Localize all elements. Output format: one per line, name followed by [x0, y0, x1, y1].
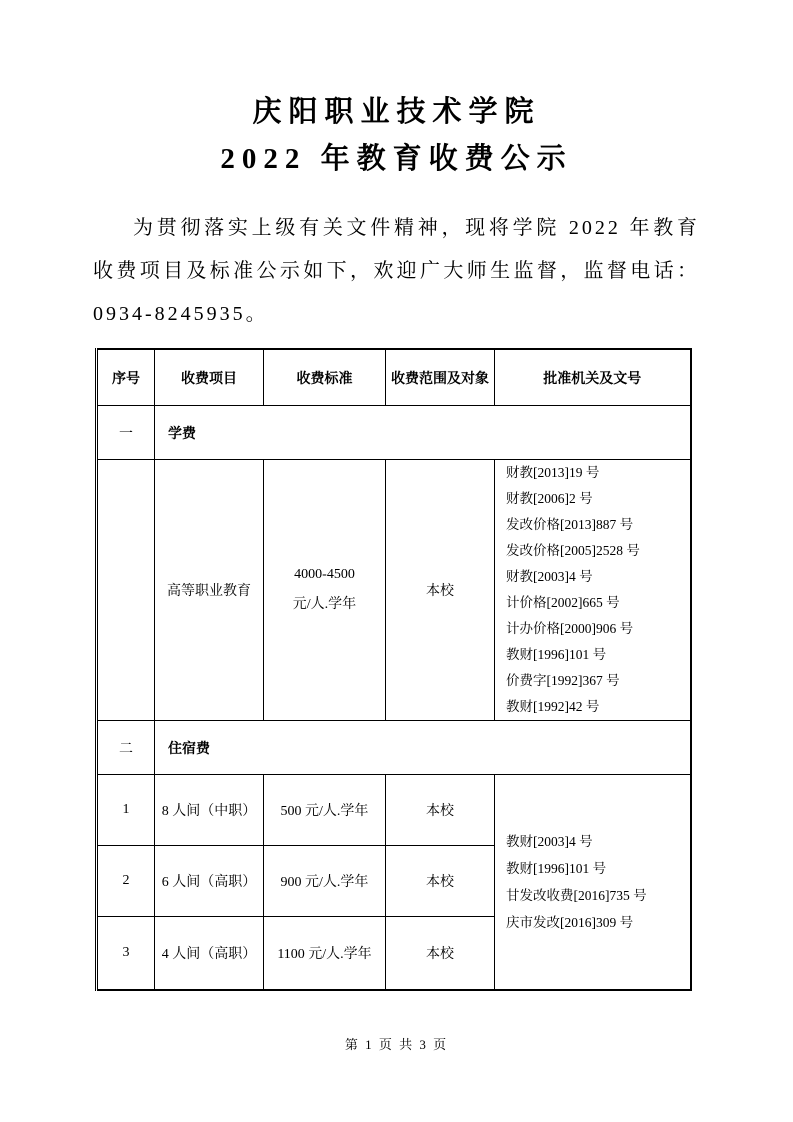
tuition-seq-cell [97, 460, 155, 721]
accommodation-row-1 [97, 775, 691, 846]
section1-number: 一 [97, 406, 155, 460]
tuition-item-cell: 高等职业教育 [155, 460, 264, 721]
section2-label: 住宿费 [155, 721, 691, 775]
approval-doc: 价费字[1992]367 号 [506, 673, 620, 688]
accom2-seq-cell: 2 [97, 846, 155, 917]
approval-doc: 发改价格[2013]887 号 [506, 517, 634, 532]
document-title-line1: 庆阳职业技术学院 [252, 96, 541, 128]
header-authority: 批准机关及文号 [495, 349, 691, 406]
accom1-scope-cell: 本校 [386, 775, 495, 846]
tuition-standard-line1: 4000-4500 [294, 567, 355, 582]
accom2-standard-cell: 900 元/人.学年 [264, 846, 386, 917]
header-scope: 收费范围及对象 [386, 349, 495, 406]
accom3-scope-cell: 本校 [386, 917, 495, 991]
header-item: 收费项目 [155, 349, 264, 406]
approval-doc: 计价格[2002]665 号 [506, 595, 620, 610]
accom3-seq-cell: 3 [97, 917, 155, 991]
tuition-docs-cell [495, 460, 691, 721]
approval-doc: 教财[1996]101 号 [506, 647, 607, 662]
section-row-tuition [97, 406, 691, 460]
approval-doc: 财教[2003]4 号 [506, 569, 593, 584]
section-row-accommodation [97, 721, 691, 775]
tuition-standard-cell [264, 460, 386, 721]
section1-label: 学费 [155, 406, 691, 460]
approval-doc: 庆市发改[2016]309 号 [506, 915, 634, 930]
accom1-seq-cell: 1 [97, 775, 155, 846]
header-standard: 收费标准 [264, 349, 386, 406]
accom1-standard-cell: 500 元/人.学年 [264, 775, 386, 846]
approval-doc: 财教[2013]19 号 [506, 465, 600, 480]
accom1-item-cell: 8 人间（中职） [155, 775, 264, 846]
page-number: 第 1 页 共 3 页 [344, 1037, 449, 1052]
accommodation-docs-cell [495, 775, 691, 991]
accom2-scope-cell: 本校 [386, 846, 495, 917]
fee-table [95, 348, 692, 991]
approval-doc: 教财[1992]42 号 [506, 699, 600, 714]
accom3-item-cell: 4 人间（高职） [155, 917, 264, 991]
approval-doc: 教财[1996]101 号 [506, 861, 607, 876]
header-seq: 序号 [97, 349, 155, 406]
accom2-item-cell: 6 人间（高职） [155, 846, 264, 917]
intro-paragraph: 为贯彻落实上级有关文件精神，现将学院 2022 年教育收费项目及标准公示如下，欢迎广大师生监督，监督电话：0934-8245935。 [93, 217, 700, 325]
approval-doc: 财教[2006]2 号 [506, 491, 593, 506]
accom3-standard-cell: 1100 元/人.学年 [264, 917, 386, 991]
document-title-line2: 2022 年教育收费公示 [220, 143, 573, 175]
approval-doc: 教财[2003]4 号 [506, 834, 593, 849]
approval-doc: 计办价格[2000]906 号 [506, 621, 634, 636]
table-header-row [97, 349, 691, 406]
approval-doc: 发改价格[2005]2528 号 [506, 543, 640, 558]
tuition-data-row [97, 460, 691, 721]
section2-number: 二 [97, 721, 155, 775]
approval-doc: 甘发改收费[2016]735 号 [506, 888, 647, 903]
tuition-scope-cell: 本校 [386, 460, 495, 721]
tuition-standard-line2: 元/人.学年 [292, 597, 357, 612]
